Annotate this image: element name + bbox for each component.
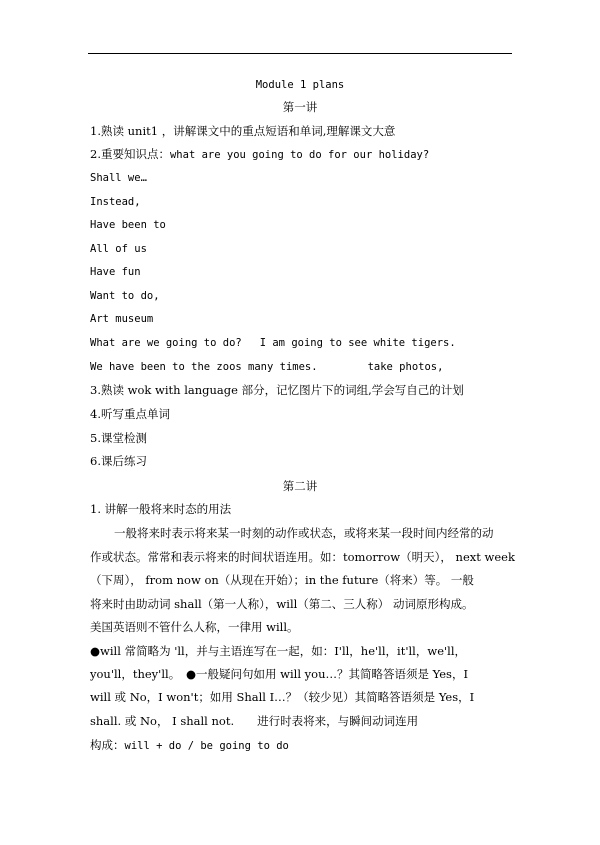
paragraph-line: （下周）， from now on（从现在开始）；in the future（将来）等。 一般 [90,573,474,587]
paragraph-line: 美国英语则不管什么人称，一律用 will。 [90,620,299,634]
phrase-item: All of us [90,243,147,255]
phrase-item: Shall we… [90,172,147,184]
lesson1-item6: 6.课后练习 [90,454,147,468]
phrase-item: Have been to [90,219,166,231]
sentence1a: What are we going to do? [90,337,242,349]
example-sentence-2 [90,360,443,374]
lesson1-item1: 1.熟读 unit1 ，讲解课文中的重点短语和单词,理解课文大意 [90,124,396,138]
structure-text: will + do / be going to do [124,740,289,752]
header-rule [88,53,512,54]
structure-label: 构成： [90,738,125,752]
lesson2-item1: 1. 讲解一般将来时态的用法 [90,502,232,516]
lesson2-heading: 第二讲 [282,479,318,493]
module-title: Module 1 plans [255,79,345,91]
phrase-item: Have fun [90,266,141,278]
lesson1-item5: 5.课堂检测 [90,431,147,445]
item2-text: what are you going to do for our holiday? [169,149,430,161]
sentence1b: I am going to see white tigers. [259,337,456,349]
lesson1-item4: 4.听写重点单词 [90,407,170,421]
bullet-line: ●will 常简略为 'll，并与主语连写在一起，如：I'll，he'll，it'll，we'll， [90,644,467,658]
lesson1-heading: 第一讲 [282,100,318,114]
phrase-item: Want to do, [90,290,160,302]
phrase-item: Instead, [90,196,141,208]
bullet-line: shall. 或 No， I shall not. 进行时表将来，与瞬间动词连用 [90,714,419,728]
structure-line [90,738,289,753]
lesson1-item3: 3.熟读 wok with language 部分，记忆图片下的词组,学会写自己的计划 [90,383,464,397]
bullet-line: will 或 No，I won't；如用 Shall I…？（较少见）其简略答语须是 Yes，I [90,690,475,704]
paragraph-line: 将来时由助动词 shall（第一人称），will（第二、三人称） 动词原形构成。 [90,597,474,611]
paragraph-line: 作或状态。常常和表示将来的时间状语连用。如：tomorrow（明天）， next week [90,550,515,564]
sentence2b: take photos, [367,361,444,373]
sentence2a: We have been to the zoos many times. [90,361,318,373]
example-sentence-1 [90,336,456,350]
bullet-line: you'll，they'll。 ●一般疑问句如用 will you…？其简略答语须是 Yes，I [90,667,468,681]
phrase-item: Art museum [90,313,154,325]
paragraph-line: 一般将来时表示将来某一时刻的动作或状态，或将来某一段时间内经常的动 [114,526,494,540]
item2-prefix: 2.重要知识点： [90,147,170,161]
lesson1-item2 [90,147,429,162]
